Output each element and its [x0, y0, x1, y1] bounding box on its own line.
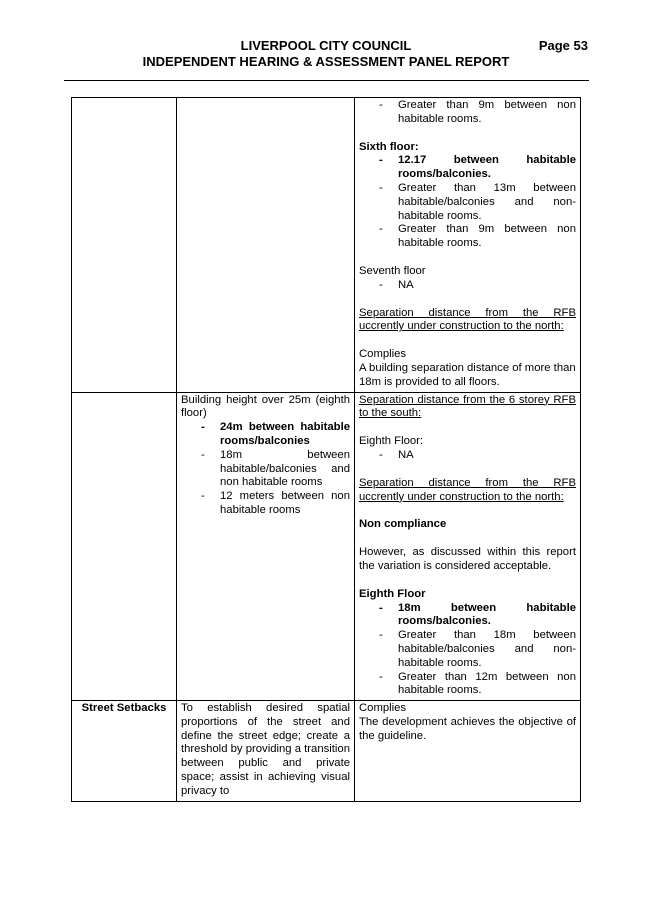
complies-text: A building separation distance of more than 18m is provided to all floors.: [359, 361, 576, 388]
separation-south-heading: Separation distance from the 6 storey RFB to the south:: [359, 393, 576, 420]
complies-text: The development achieves the objective of the guideline.: [359, 715, 576, 742]
list-item: - NA: [359, 449, 576, 463]
page-number: Page 53: [538, 38, 588, 53]
list-item: - 24m between habitable rooms/balconies: [181, 421, 350, 449]
list-item: - 12.17 between habitable rooms/balconies.: [359, 154, 576, 182]
compliance-table: [71, 97, 581, 802]
control-requirement-cell: [177, 392, 355, 701]
list-item: - Greater than 9m between non habitable rooms.: [359, 223, 576, 251]
report-title: INDEPENDENT HEARING & ASSESSMENT PANEL REPORT: [142, 54, 510, 69]
list-item: - Greater than 12m between non habitable rooms.: [359, 671, 576, 699]
street-setbacks-label: Street Setbacks: [72, 701, 177, 802]
compliance-cell: [355, 98, 581, 393]
list-item: - Greater than 13m between habitable/balconies and non-habitable rooms.: [359, 182, 576, 223]
control-label-cell: [72, 98, 177, 393]
control-requirement-cell: [177, 98, 355, 393]
non-compliance-label: Non compliance: [359, 518, 447, 531]
list-item: - Greater than 18m between habitable/balconies and non-habitable rooms.: [359, 629, 576, 670]
table-row: [72, 701, 581, 802]
list-item: - 18m between habitable rooms/balconies.: [359, 602, 576, 630]
control-label-cell: [72, 392, 177, 701]
however-text: However, as discussed within this report the variation is considered acceptable.: [359, 546, 576, 572]
list-item: - 18m between habitable/balconies and non habitable rooms: [181, 449, 350, 490]
complies-label: Complies: [359, 348, 407, 361]
table-row: [72, 98, 581, 393]
separation-north-heading: Separation distance from the RFB uccrently under construction to the north:: [359, 306, 576, 333]
eighth-floor-heading: Eighth Floor: [359, 587, 426, 600]
list-item: - 12 meters between non habitable rooms: [181, 490, 350, 518]
compliance-cell: [355, 701, 581, 802]
table-row: [72, 392, 581, 701]
complies-label: Complies: [359, 702, 407, 715]
separation-north-heading: Separation distance from the RFB uccrently under construction to the north:: [359, 476, 576, 503]
seventh-floor-heading: Seventh floor: [359, 264, 426, 277]
header-divider: [64, 80, 589, 81]
control-intro: Building height over 25m (eighth floor): [181, 393, 350, 420]
list-item: - Greater than 9m between non habitable rooms.: [359, 99, 576, 127]
compliance-cell: [355, 392, 581, 701]
list-item: - NA: [359, 279, 576, 293]
council-name: LIVERPOOL CITY COUNCIL: [240, 38, 412, 53]
street-setbacks-objective: To establish desired spatial proportions of the street and define the street edge; create a threshold by providing a transition between public and private space; assist in achieving visual privacy to: [177, 701, 355, 802]
sixth-floor-heading: Sixth floor:: [359, 140, 419, 153]
eighth-floor-south-heading: Eighth Floor:: [359, 435, 424, 448]
